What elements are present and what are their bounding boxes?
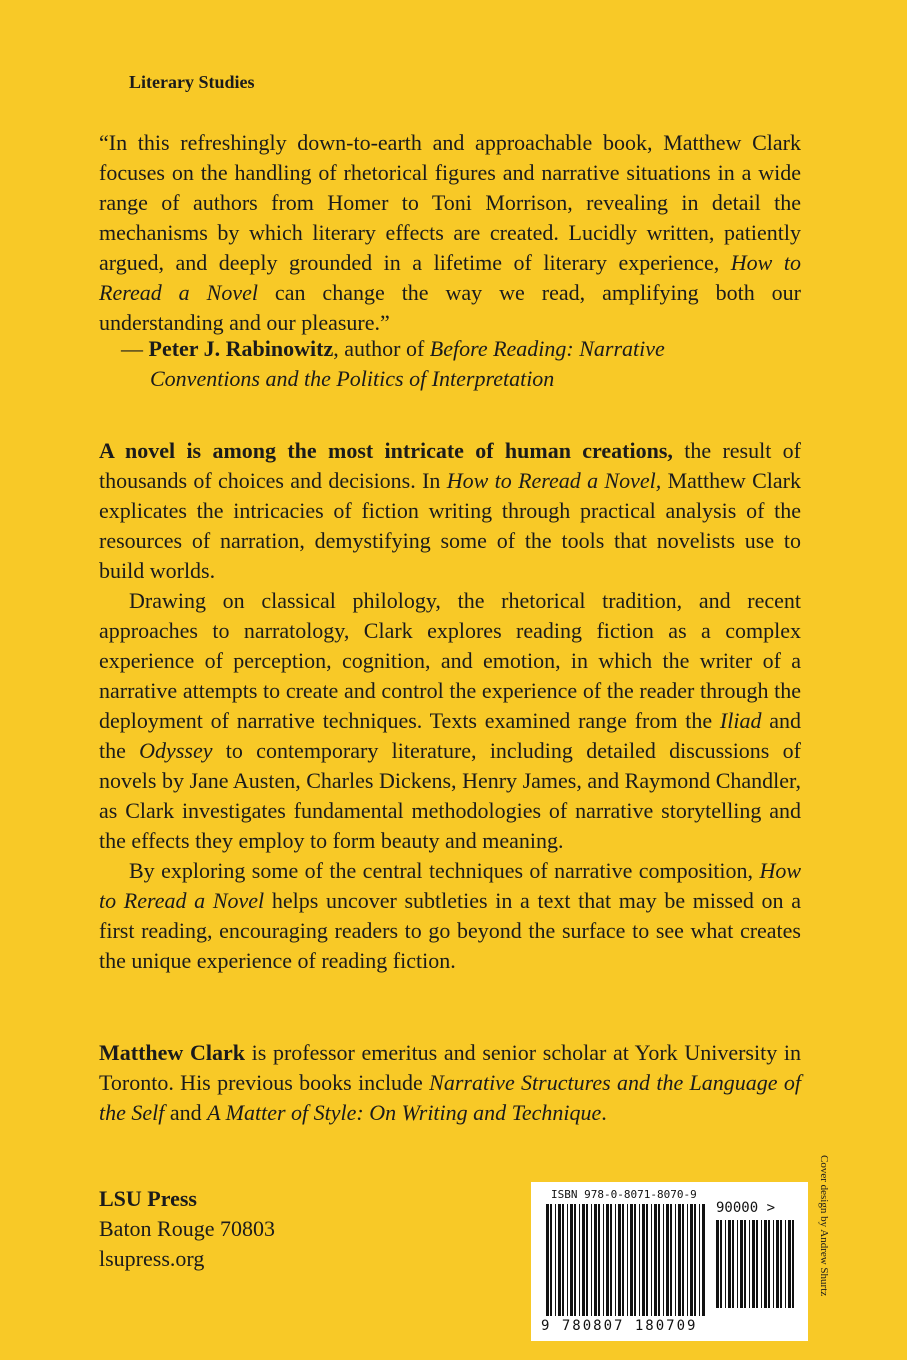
attribution-dash: — <box>121 336 149 361</box>
author-name: Matthew Clark <box>99 1040 245 1065</box>
bio-book-title: A Matter of Style: On Writing and Technique <box>207 1100 602 1125</box>
description-title: Iliad <box>719 708 762 733</box>
bio-text: is professor emeritus and senior scholar at York University in Toronto. His previous books include <box>99 1040 801 1095</box>
description-title: Odyssey <box>139 738 213 763</box>
description-text: helps uncover subtleties in a text that may be missed on a first reading, encouraging readers to go beyond the surface to see what creates the unique experience of reading fiction. <box>99 888 801 973</box>
price-barcode-icon <box>716 1220 796 1332</box>
description-lead: A novel is among the most intricate of human creations, <box>99 438 673 463</box>
attribution-name: Peter J. Rabinowitz <box>148 336 334 361</box>
description-text: Matthew Clark explicates the intricacies of fiction writing through practical analysis of the resources of narration, demystifying some of the tools that novelists use to build worlds. <box>99 468 801 583</box>
description-text: and the <box>99 708 802 763</box>
bio-book-title: Narrative Structures and the Language of the Self <box>99 1070 801 1125</box>
description-title: How to Reread a Novel <box>99 858 801 913</box>
description-text: to contemporary literature, including detailed discussions of novels by Jane Austen, Charles Dickens, Henry James, and Raymond Chandler, as Clark investigates fundamental methodologies of narrative storytelling and the effects they employ to form beauty and meaning. <box>99 738 801 853</box>
attribution-book-a: Before Reading: Narrative <box>429 336 665 361</box>
blurb-quote <box>99 128 801 338</box>
cover-credit: Cover design by Andrew Shurtz <box>818 1155 830 1297</box>
author-bio <box>99 1038 801 1128</box>
price-code: 90000 > <box>716 1200 776 1216</box>
book-description <box>99 436 801 976</box>
description-title: How to Reread a Novel, <box>446 468 662 493</box>
publisher-block <box>99 1184 275 1274</box>
blurb-book-title: How to Reread a Novel <box>99 250 801 305</box>
blurb-attribution <box>121 334 811 394</box>
blurb-text: “In this refreshingly down-to-earth and approachable book, Matthew Clark focuses on the handling of rhetorical figures and narrative situations in a wide range of authors from Homer to Toni Morrison, revealing in detail the mechanisms by which literary effects are created. Lucidly written, patiently argued, and deeply grounded in a lifetime of literary experience, <box>99 130 801 275</box>
attribution-text: , author of <box>333 336 430 361</box>
description-text: the result of thousands of choices and decisions. In <box>99 438 801 493</box>
publisher-name: LSU Press <box>99 1186 197 1211</box>
publisher-url: lsupress.org <box>99 1246 205 1271</box>
isbn-barcode-icon <box>546 1204 708 1316</box>
description-text: By exploring some of the central techniques of narrative composition, <box>129 858 760 883</box>
isbn-text: ISBN 978-0-8071-8070-9 <box>551 1188 697 1201</box>
ean-digits: 9 780807 180709 <box>541 1318 698 1334</box>
publisher-city: Baton Rouge 70803 <box>99 1216 275 1241</box>
bio-text: . <box>601 1100 607 1125</box>
category-label: Literary Studies <box>129 72 255 92</box>
attribution-book-b: Conventions and the Politics of Interpretation <box>150 366 555 391</box>
bio-text: and <box>164 1100 208 1125</box>
blurb-text-end: can change the way we read, amplifying both our understanding and our pleasure.” <box>99 280 802 335</box>
description-text: Drawing on classical philology, the rhetorical tradition, and recent approaches to narratology, Clark explores reading fiction as a complex experience of perception, cognition, and emotion, in which the writer of a narrative attempts to create and control the experience of the reader through the deployment of narrative techniques. Texts examined range from the <box>99 588 801 733</box>
